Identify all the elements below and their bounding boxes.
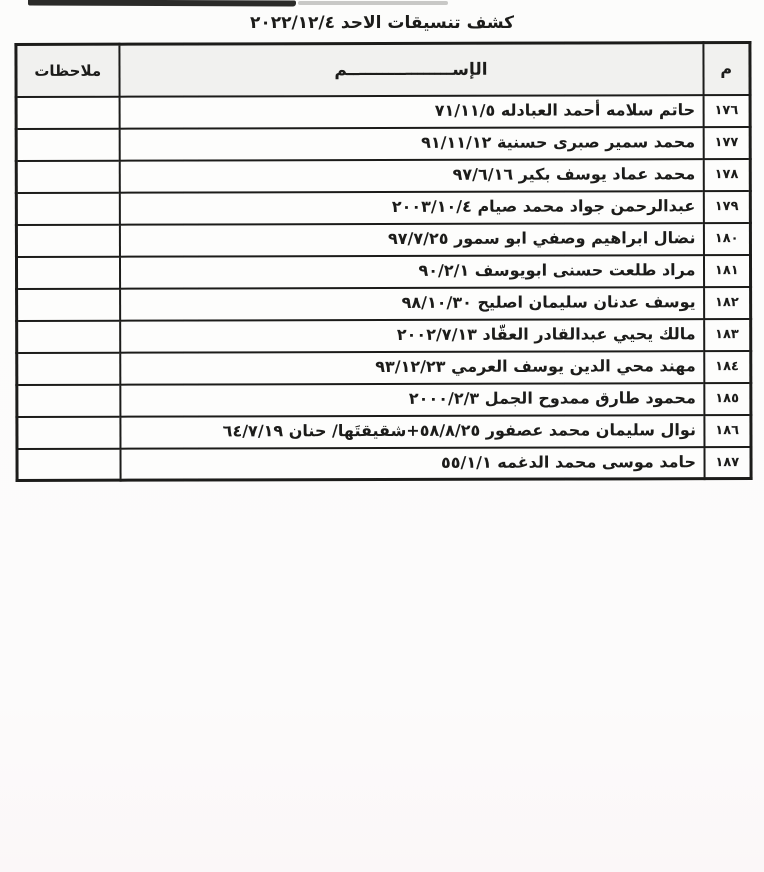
row-number: ١٧٩ (703, 191, 750, 223)
row-name: نوال سليمان محمد عصفور ٥٨/٨/٢٥+شقيقتَها/ حنان ٦٤/٧/١٩ (120, 415, 704, 449)
table-row (17, 415, 751, 449)
row-name: حامد موسى محمد الدغمه ٥٥/١/١ (120, 447, 704, 481)
table-row (16, 95, 750, 129)
header-notes: ملاحظات (16, 44, 119, 96)
row-notes (17, 384, 120, 416)
row-notes (17, 288, 120, 320)
table-row (16, 255, 750, 289)
row-name: مهند محي الدين يوسف العرمي ٩٣/١٢/٢٣ (120, 351, 704, 385)
table-body (16, 43, 751, 481)
row-number: ١٨٤ (704, 351, 751, 383)
row-number: ١٨٢ (704, 287, 751, 319)
row-name: يوسف عدنان سليمان اصليح ٩٨/١٠/٣٠ (120, 287, 704, 321)
row-number: ١٧٦ (703, 95, 750, 127)
row-name: محمود طارق ممدوح الجمل ٢٠٠٠/٢/٣ (120, 383, 704, 417)
table-row (17, 319, 751, 353)
roster-table-container (14, 41, 749, 482)
roster-table (14, 41, 752, 482)
row-number: ١٨٦ (704, 415, 751, 447)
row-number: ١٨٣ (704, 319, 751, 351)
row-notes (16, 96, 119, 128)
row-number: ١٨٧ (704, 447, 751, 479)
row-number: ١٨١ (703, 255, 750, 287)
row-notes (16, 192, 119, 224)
document-title: كشف تنسيقات الاحد ٢٠٢٢/١٢/٤ (249, 13, 515, 33)
row-number: ١٧٨ (703, 159, 750, 191)
row-notes (17, 448, 120, 480)
table-row (17, 351, 751, 385)
table-row (16, 159, 750, 193)
row-name: حاتم سلامه أحمد العبادله ٧١/١١/٥ (119, 95, 703, 129)
row-name: نضال ابراهيم وصفي ابو سمور ٩٧/٧/٢٥ (119, 223, 703, 257)
row-notes (16, 128, 119, 160)
table-header-row (16, 43, 750, 97)
row-notes (17, 352, 120, 384)
row-notes (17, 320, 120, 352)
table-row (17, 383, 751, 417)
table-row (16, 191, 750, 225)
row-notes (16, 224, 119, 256)
row-name: محمد سمير صبرى حسنية ٩١/١١/١٢ (119, 127, 703, 161)
row-notes (16, 256, 119, 288)
row-number: ١٧٧ (703, 127, 750, 159)
row-name: مراد طلعت حسنى ابويوسف ٩٠/٢/١ (119, 255, 703, 289)
row-name: عبدالرحمن جواد محمد صيام ٢٠٠٣/١٠/٤ (119, 191, 703, 225)
table-row (16, 223, 750, 257)
header-name: الإســــــــــــــــــم (119, 43, 703, 97)
row-number: ١٨٠ (703, 223, 750, 255)
header-number: م (703, 43, 750, 95)
table-row (17, 447, 751, 481)
row-name: مالك يحيي عبدالقادر العقّاد ٢٠٠٢/٧/١٣ (120, 319, 704, 353)
row-number: ١٨٥ (704, 383, 751, 415)
row-notes (17, 416, 120, 448)
table-row (16, 127, 750, 161)
row-name: محمد عماد يوسف بكير ٩٧/٦/١٦ (119, 159, 703, 193)
scan-artifact-bar (28, 0, 296, 6)
scan-artifact-smudge (298, 1, 448, 5)
row-notes (16, 160, 119, 192)
table-row (17, 287, 751, 321)
